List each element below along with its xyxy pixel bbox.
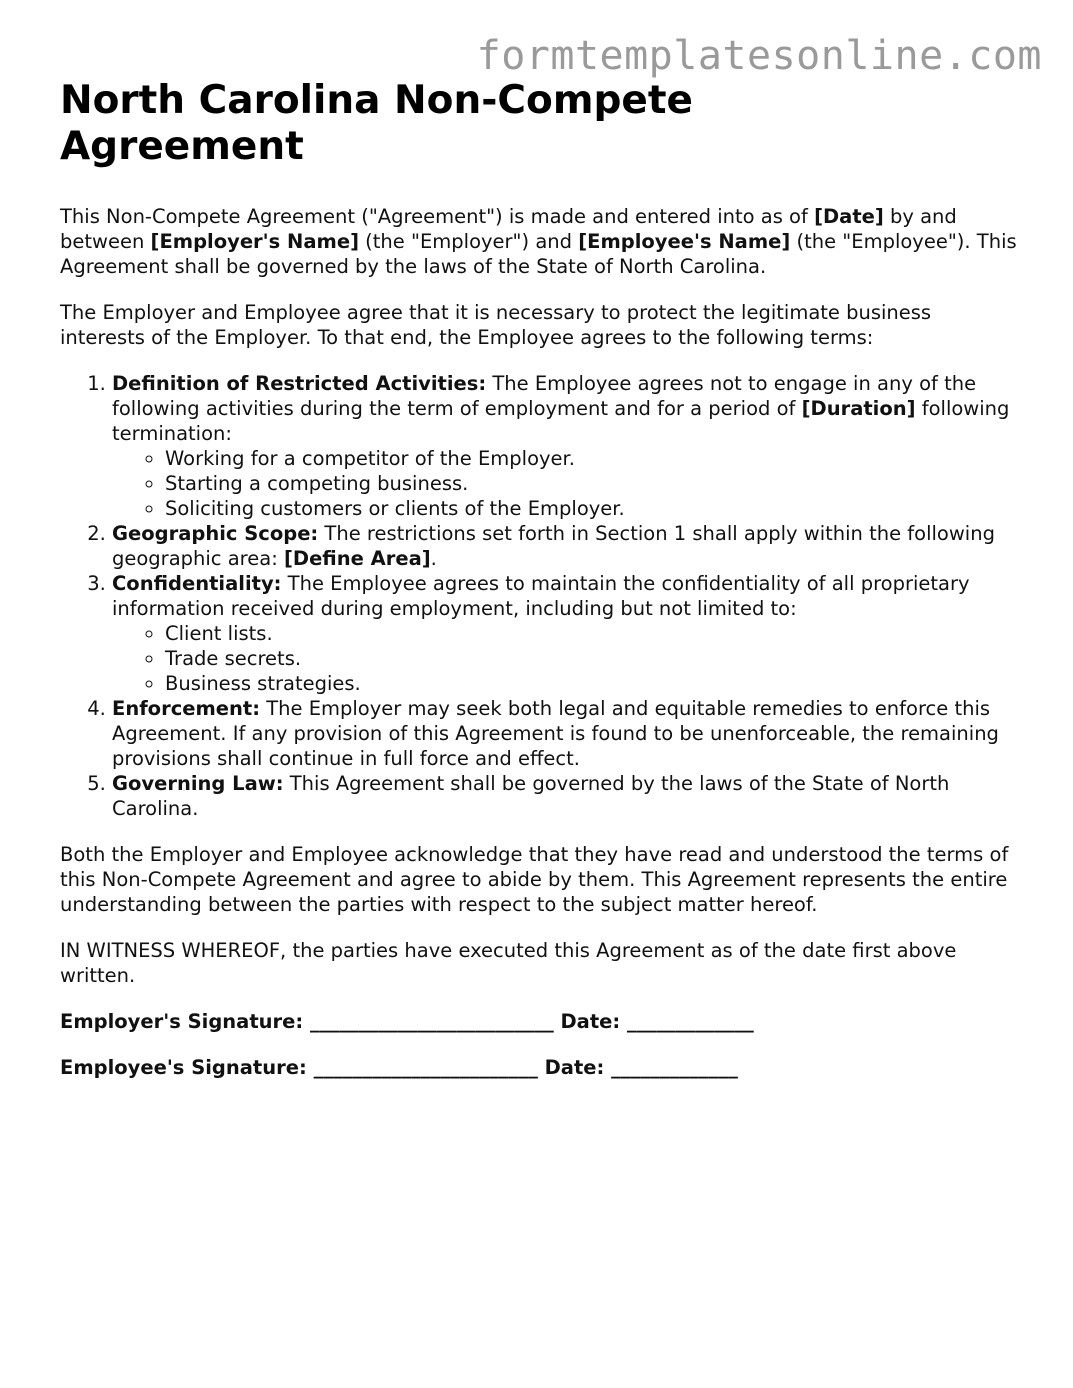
- terms-list: [60, 371, 1020, 821]
- term-text: .: [430, 547, 437, 570]
- term-item: [112, 571, 1020, 696]
- term-heading: Definition of Restricted Activities:: [112, 372, 487, 395]
- term-item: [112, 371, 1020, 521]
- sub-list-item: ◦ Client lists.: [165, 621, 1020, 646]
- term-item: [112, 771, 1020, 821]
- confidential-info-list: [112, 621, 1020, 696]
- duration-placeholder: [Duration]: [801, 397, 916, 420]
- term-text: following termination:: [112, 397, 1010, 445]
- term-item: [112, 521, 1020, 571]
- employee-name-placeholder: [Employee's Name]: [578, 230, 791, 253]
- term-text: The Employee agrees not to engage in any of the following activities during the term of employment and for a period of: [112, 372, 977, 420]
- acknowledgment-paragraph: Both the Employer and Employee acknowledge that they have read and understood the terms of this Non-Compete Agreement and agree to abide by them. This Agreement represents the entire understanding between the parties with respect to the subject matter hereof.: [60, 843, 1009, 916]
- restricted-activities-list: [112, 446, 1020, 521]
- intro-text-2: by and between: [60, 205, 957, 253]
- purpose-paragraph: The Employer and Employee agree that it is necessary to protect the legitimate business interests of the Employer. To that end, the Employee agrees to the following terms:: [60, 301, 932, 349]
- term-text: The Employee agrees to maintain the confidentiality of all proprietary information received during employment, including but not limited to:: [112, 572, 970, 620]
- term-heading: Confidentiality:: [112, 572, 282, 595]
- intro-text-1: This Non-Compete Agreement ("Agreement") is made and entered into as of: [60, 205, 815, 228]
- sub-list-item: ◦ Working for a competitor of the Employer.: [165, 446, 1020, 471]
- document-title: North Carolina Non-Compete Agreement: [60, 78, 693, 169]
- sub-list-item: ◦ Soliciting customers or clients of the Employer.: [165, 496, 1020, 521]
- intro-text-4: (the "Employee"). This Agreement shall be governed by the laws of the State of North Carolina.: [60, 230, 1017, 278]
- sub-list-item: ◦ Trade secrets.: [165, 646, 1020, 671]
- sub-list-item: ◦ Starting a competing business.: [165, 471, 1020, 496]
- employer-signature-line: Employer's Signature: _________________________ Date: _____________: [60, 1010, 754, 1033]
- term-text: The Employer may seek both legal and equitable remedies to enforce this Agreement. If any provision of this Agreement is found to be unenforceable, the remaining provisions shall continue in full force and effect.: [112, 697, 999, 770]
- watermark: formtemplatesonline.com: [476, 33, 1042, 79]
- term-text: The restrictions set forth in Section 1 shall apply within the following geographic area:: [112, 522, 995, 570]
- area-placeholder: [Define Area]: [283, 547, 431, 570]
- term-text: This Agreement shall be governed by the laws of the State of North Carolina.: [112, 772, 950, 820]
- intro-text-3: (the "Employer") and: [358, 230, 579, 253]
- term-heading: Governing Law:: [112, 772, 284, 795]
- witness-paragraph: IN WITNESS WHEREOF, the parties have executed this Agreement as of the date first above written.: [60, 939, 957, 987]
- term-heading: Geographic Scope:: [112, 522, 319, 545]
- date-placeholder: [Date]: [814, 205, 884, 228]
- term-heading: Enforcement:: [112, 697, 261, 720]
- document-body: [60, 78, 1020, 1080]
- intro-paragraph: [60, 204, 1020, 279]
- employee-signature-line: Employee's Signature: _______________________ Date: _____________: [60, 1056, 738, 1079]
- employer-name-placeholder: [Employer's Name]: [150, 230, 359, 253]
- sub-list-item: ◦ Business strategies.: [165, 671, 1020, 696]
- term-item: [112, 696, 1020, 771]
